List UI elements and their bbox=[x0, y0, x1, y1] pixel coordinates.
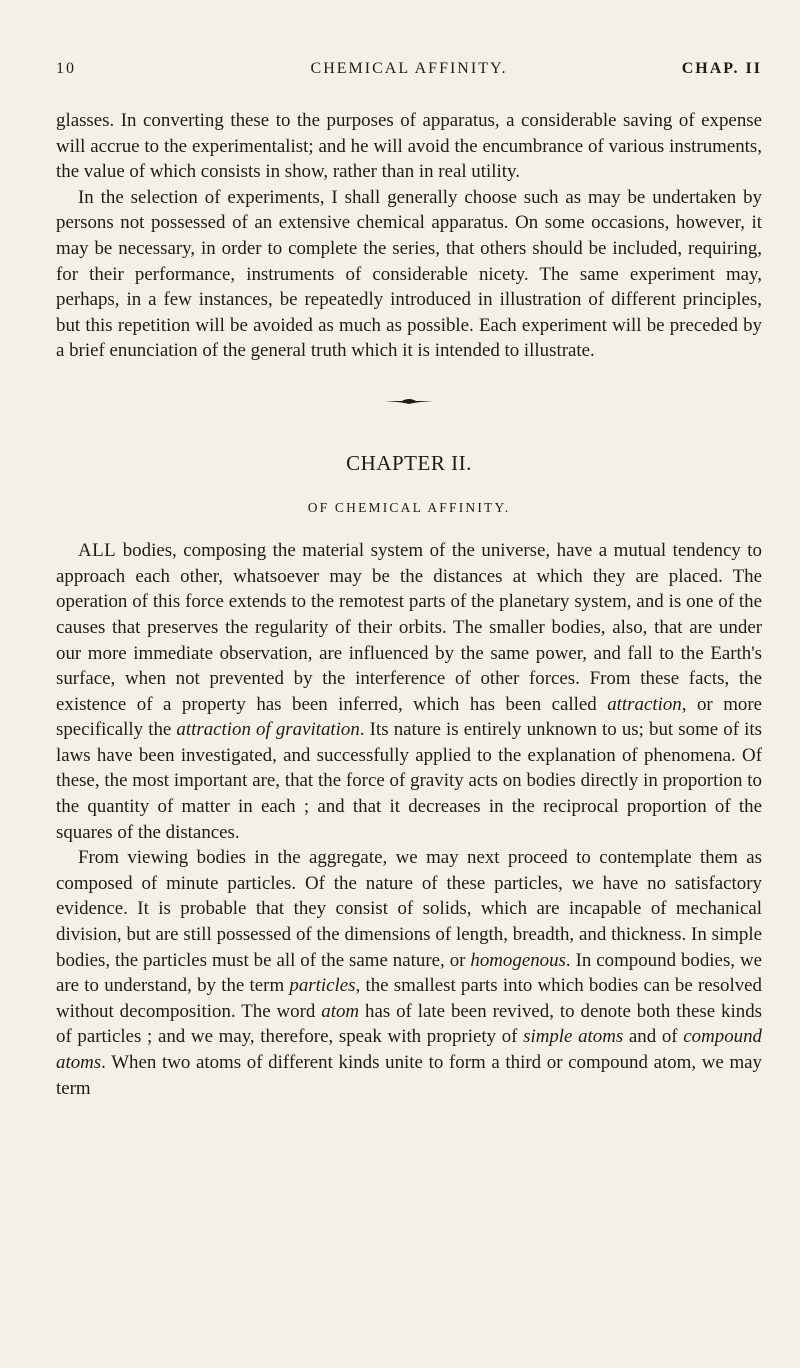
text-run: , or more specifically the bbox=[56, 693, 763, 741]
text-run: . When two atoms of different kinds unite to form a third or compound atom, we may term bbox=[56, 1052, 762, 1099]
text-run: From viewing bodies in the aggregate, we may next proceed to contemplate them as composed of minute particles. Of the nature of these particles, we have no satisfactory evidence. It is probable that they consist of solids, which are incapable of mechanical division, but are still possessed of the dimensions of length, breadth, and thickness. In simple bodies, the particles must be all of the same nature, or bbox=[56, 847, 762, 971]
lead-word: ALL bbox=[78, 540, 117, 562]
running-title: CHEMICAL AFFINITY. bbox=[310, 60, 508, 77]
text-run: . Its nature is entirely unknown to us; but some of its laws have been investigated, and successfully applied to the explanation of phenomena. Of these, the most important are, that the force of gravity acts on bodies directly in proportion to the quantity of matter in each ; and that it decreases in the reciprocal proportion of the squares of the distances. bbox=[56, 719, 762, 843]
ornament-rule-icon bbox=[384, 396, 434, 406]
chapter-title: CHAPTER II. bbox=[346, 450, 472, 475]
text-run: has of late been revived, to denote both these kinds of particles ; and we may, therefore, speak with propriety of bbox=[56, 1000, 762, 1048]
paragraph-particles bbox=[56, 845, 762, 1101]
intro-paragraph-1: glasses. In converting these to the purposes of apparatus, a considerable saving of expense will accrue to the experimentalist; and he will avoid the encumbrance of various instruments, the value of which consists in show, rather than in real utility. bbox=[56, 110, 762, 183]
italic-term: compound atoms bbox=[56, 1026, 762, 1073]
text-run: , the smallest parts into which bodies can be resolved without decomposition. The word bbox=[56, 975, 762, 1022]
italic-term: homogenous bbox=[470, 949, 566, 971]
text-run: bodies, composing the material system of the universe, have a mutual tendency to approach each other, whatsoever may be the distances at which they are placed. The operation of this force extends to the remotest parts of the planetary system, and is one of the causes that preserves the regularity of their orbits. The smaller bodies, also, that are under our more immediate observation, are influenced by the same power, and fall to the Earth's surface, when not prevented by the interference of other forces. From these facts, the existence of a property has been inferred, which has been called bbox=[56, 540, 762, 715]
paragraph-attraction bbox=[56, 538, 762, 845]
chapter-reference: CHAP. II bbox=[681, 60, 762, 77]
chapter-subtitle: OF CHEMICAL AFFINITY. bbox=[307, 499, 511, 515]
page-number: 10 bbox=[56, 60, 76, 77]
italic-term: particles bbox=[289, 975, 356, 997]
text-run: and of bbox=[623, 1026, 684, 1048]
body-text bbox=[56, 108, 762, 1101]
italic-term: attraction of gravitation bbox=[176, 719, 360, 741]
text-run: . In compound bodies, we are to understand, by the term bbox=[56, 949, 763, 997]
italic-term: simple atoms bbox=[523, 1026, 624, 1048]
intro-paragraph-2: In the selection of experiments, I shall generally choose such as may be undertaken by persons not possessed of an extensive chemical apparatus. On some occasions, however, it may be necessary, in order to complete the series, that others should be included, requiring, for their performance, instruments of considerable nicety. The same experiment may, perhaps, in a few instances, be repeatedly introduced in illustration of different principles, but this repetition will be avoided as much as possible. Each experiment will be preceded by a brief enunciation of the general truth which it is intended to illustrate. bbox=[56, 186, 762, 362]
italic-term: attraction bbox=[607, 693, 682, 715]
italic-term: atom bbox=[321, 1000, 360, 1022]
running-header bbox=[56, 60, 762, 86]
